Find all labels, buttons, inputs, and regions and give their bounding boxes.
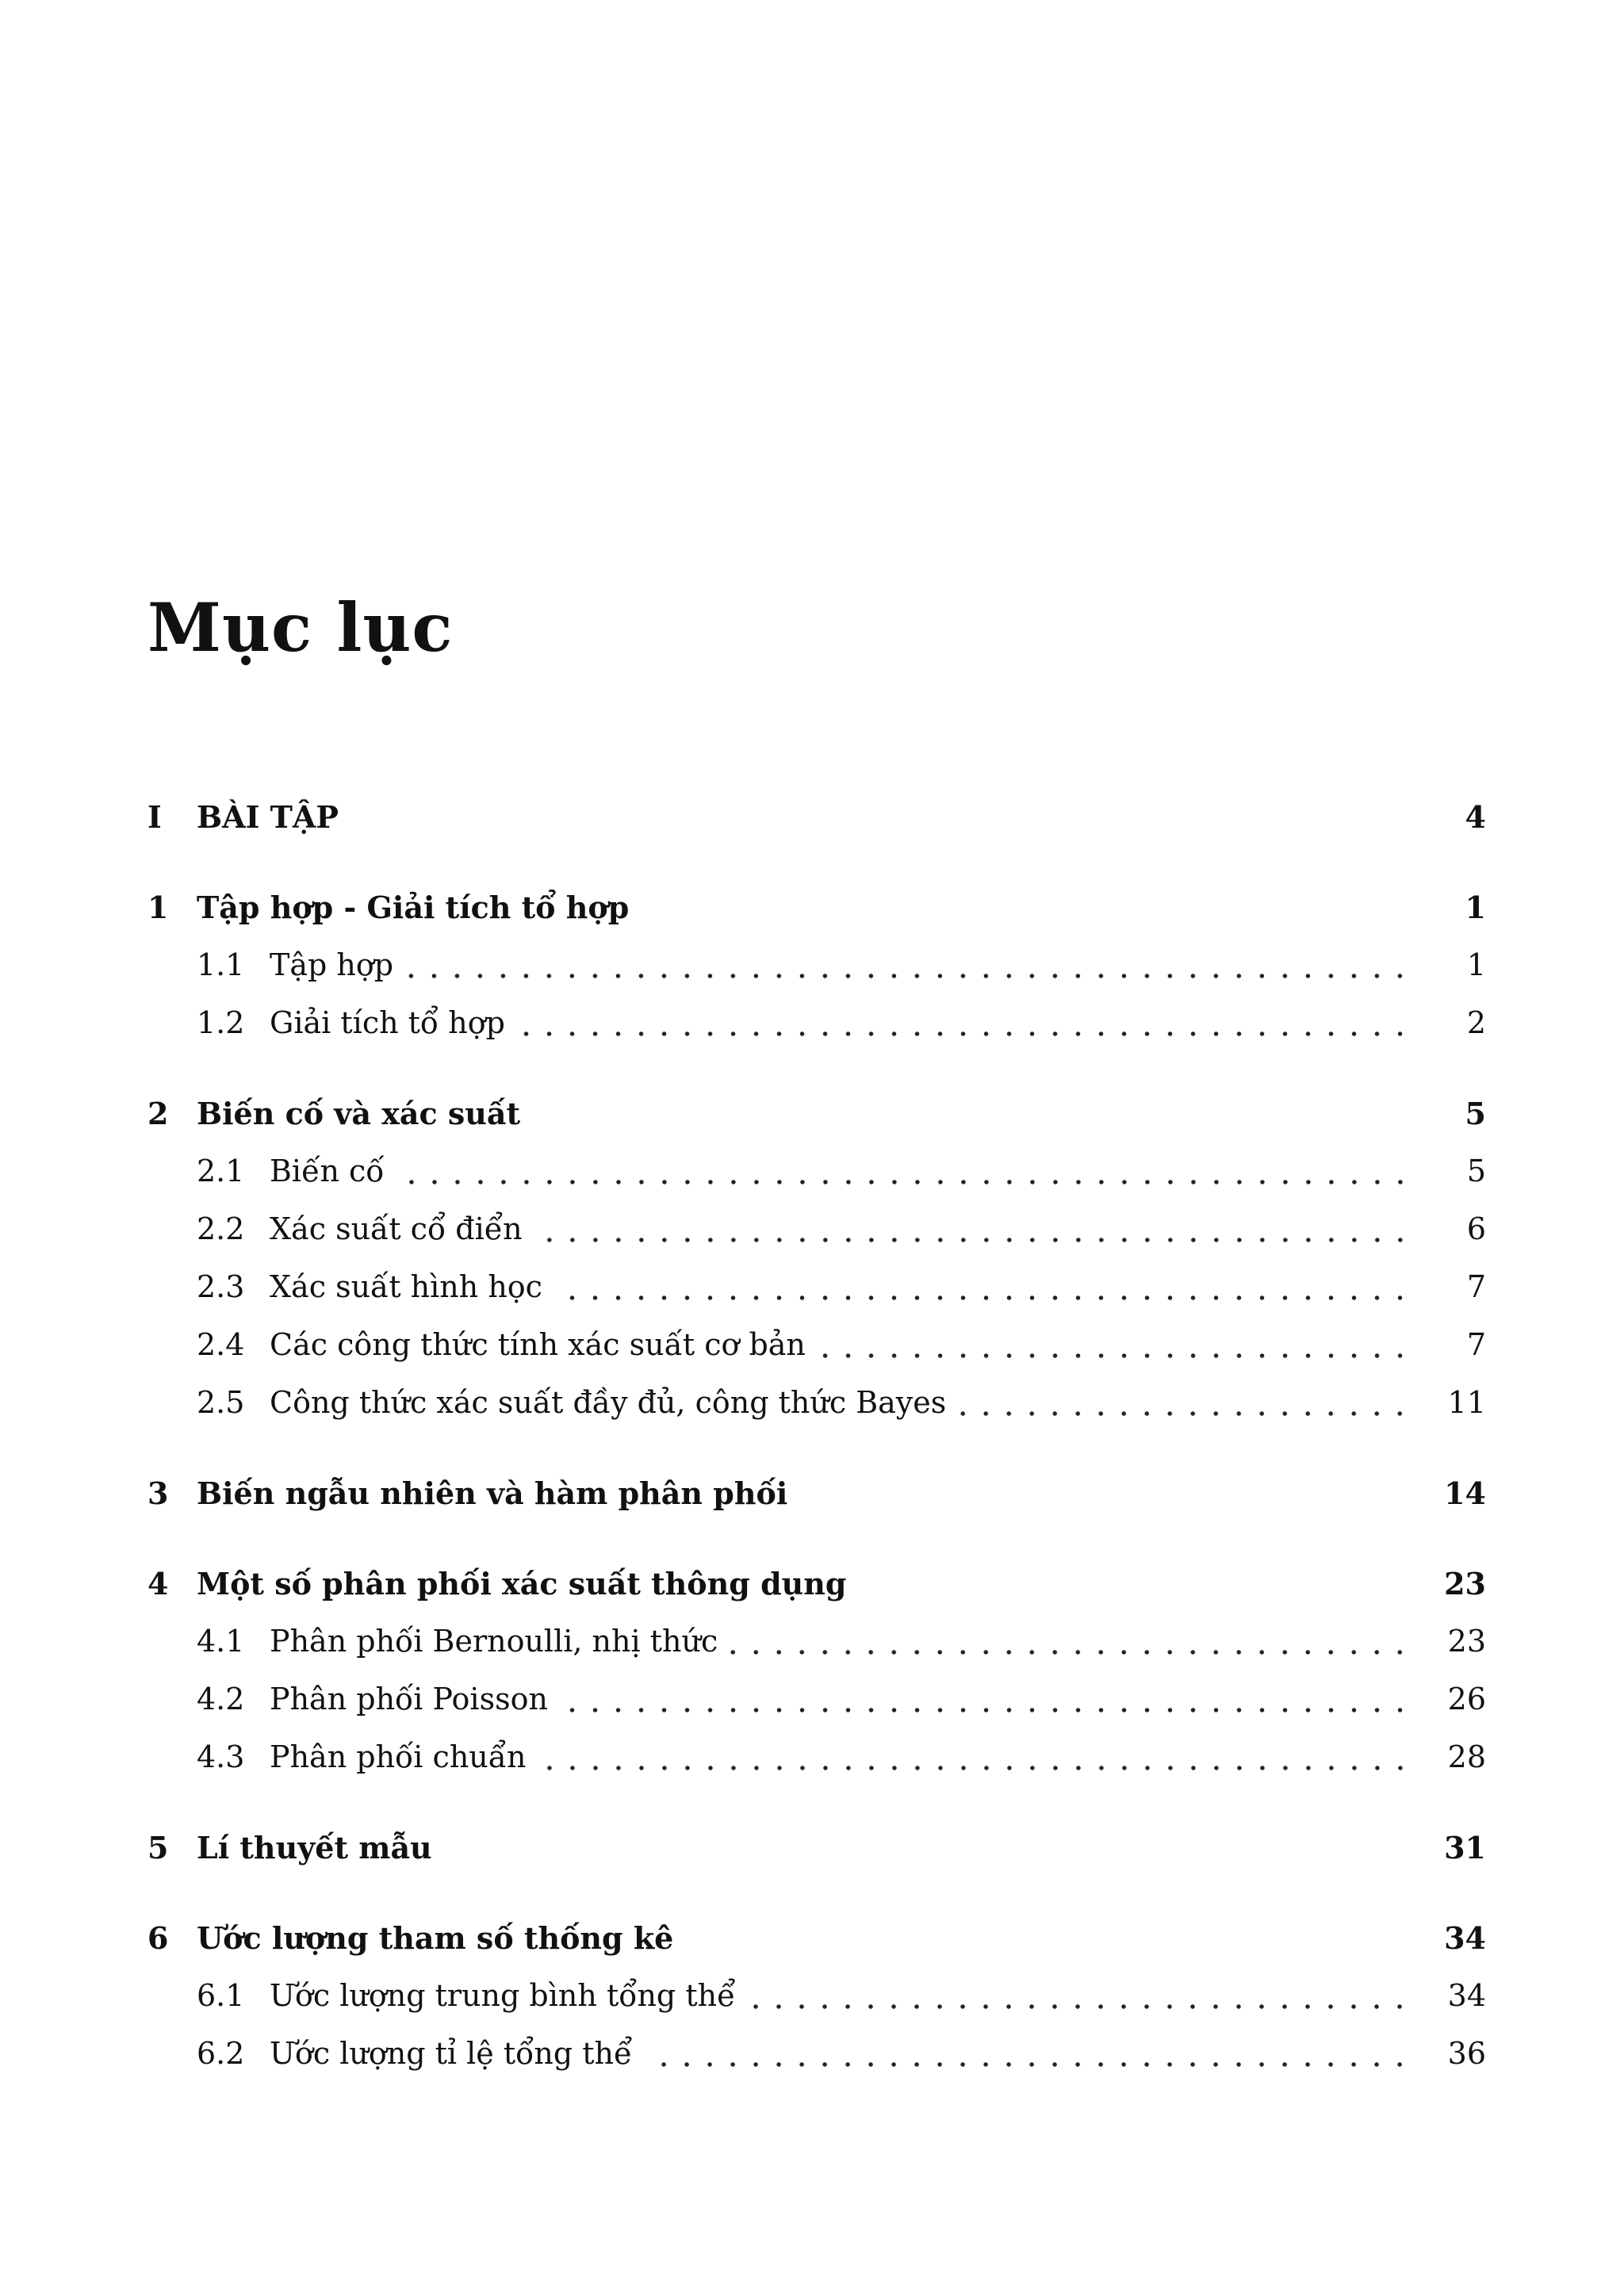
dot-leader bbox=[957, 1379, 1411, 1426]
chapter-page: 34 bbox=[1444, 1919, 1486, 1956]
toc-section[interactable] bbox=[147, 999, 1486, 1047]
toc-chapter[interactable] bbox=[147, 883, 1486, 931]
dot-leader bbox=[729, 1617, 1411, 1665]
section-page: 7 bbox=[1466, 1269, 1486, 1304]
toc-chapter[interactable] bbox=[147, 1559, 1486, 1607]
section-page: 1 bbox=[1466, 947, 1486, 982]
toc-chapter[interactable] bbox=[147, 1469, 1486, 1517]
section-title: Các công thức tính xác suất cơ bản bbox=[270, 1327, 806, 1362]
table-of-contents bbox=[147, 0, 1486, 2296]
chapter-number: 4 bbox=[147, 1565, 169, 1601]
toc-section[interactable] bbox=[147, 1379, 1486, 1426]
dot-leader bbox=[643, 2030, 1411, 2077]
section-number: 1.2 bbox=[197, 1005, 245, 1040]
toc-section[interactable] bbox=[147, 1205, 1486, 1253]
chapter-number: 3 bbox=[147, 1475, 169, 1511]
dot-leader bbox=[538, 1733, 1411, 1781]
page-title: Mục lục bbox=[147, 588, 454, 667]
toc-section[interactable] bbox=[147, 1263, 1486, 1311]
section-page: 11 bbox=[1447, 1385, 1486, 1420]
chapter-page: 1 bbox=[1465, 889, 1486, 925]
chapter-title: Biến ngẫu nhiên và hàm phân phối bbox=[197, 1475, 788, 1511]
section-page: 2 bbox=[1466, 1005, 1486, 1040]
chapter-number: 2 bbox=[147, 1095, 169, 1131]
section-title: Ước lượng trung bình tổng thể bbox=[270, 1978, 736, 2013]
section-title: Giải tích tổ hợp bbox=[270, 1005, 505, 1040]
section-number: 2.1 bbox=[197, 1154, 245, 1188]
chapter-page: 31 bbox=[1444, 1829, 1486, 1866]
section-title: Tập hợp bbox=[270, 947, 394, 982]
toc-section[interactable] bbox=[147, 2030, 1486, 2077]
section-number: 2.5 bbox=[197, 1385, 245, 1420]
section-title: Phân phối chuẩn bbox=[270, 1739, 527, 1774]
section-page: 36 bbox=[1447, 2036, 1486, 2071]
chapter-title: Lí thuyết mẫu bbox=[197, 1829, 432, 1866]
dot-leader bbox=[817, 1321, 1411, 1368]
section-title: Công thức xác suất đầy đủ, công thức Bayes bbox=[270, 1385, 947, 1420]
dot-leader bbox=[396, 1147, 1411, 1195]
section-title: Xác suất hình học bbox=[270, 1269, 542, 1304]
toc-section[interactable] bbox=[147, 1675, 1486, 1723]
chapter-page: 23 bbox=[1444, 1565, 1486, 1601]
section-number: 1.1 bbox=[197, 947, 245, 982]
section-title: Biến cố bbox=[270, 1154, 385, 1188]
toc-chapter[interactable] bbox=[147, 1823, 1486, 1871]
dot-leader bbox=[746, 1972, 1411, 2019]
chapter-title: Biến cố và xác suất bbox=[197, 1095, 521, 1131]
section-page: 7 bbox=[1466, 1327, 1486, 1362]
section-page: 34 bbox=[1447, 1978, 1486, 2013]
toc-chapter[interactable] bbox=[147, 1914, 1486, 1961]
dot-leader bbox=[534, 1205, 1411, 1253]
part-title: BÀI TẬP bbox=[197, 798, 339, 835]
chapter-page: 5 bbox=[1465, 1095, 1486, 1131]
toc-section[interactable] bbox=[147, 1147, 1486, 1195]
toc-section[interactable] bbox=[147, 1733, 1486, 1781]
section-number: 2.2 bbox=[197, 1211, 245, 1246]
toc-chapter[interactable] bbox=[147, 1089, 1486, 1137]
dot-leader bbox=[404, 941, 1411, 989]
part-page: 4 bbox=[1465, 798, 1486, 835]
chapter-title: Ước lượng tham số thống kê bbox=[197, 1919, 674, 1956]
section-number: 2.3 bbox=[197, 1269, 245, 1304]
chapter-number: 6 bbox=[147, 1919, 169, 1956]
dot-leader bbox=[516, 999, 1411, 1047]
chapter-title: Một số phân phối xác suất thông dụng bbox=[197, 1565, 847, 1601]
section-number: 4.2 bbox=[197, 1682, 245, 1716]
section-title: Phân phối Bernoulli, nhị thức bbox=[270, 1624, 718, 1659]
section-page: 23 bbox=[1447, 1624, 1486, 1659]
toc-part[interactable] bbox=[147, 793, 1486, 840]
part-number: I bbox=[147, 798, 162, 835]
dot-leader bbox=[559, 1675, 1411, 1723]
toc-section[interactable] bbox=[147, 941, 1486, 989]
section-page: 28 bbox=[1447, 1739, 1486, 1774]
chapter-title: Tập hợp - Giải tích tổ hợp bbox=[197, 889, 630, 925]
section-page: 5 bbox=[1466, 1154, 1486, 1188]
dot-leader bbox=[553, 1263, 1411, 1311]
chapter-number: 1 bbox=[147, 889, 169, 925]
section-title: Phân phối Poisson bbox=[270, 1682, 548, 1716]
toc-section[interactable] bbox=[147, 1617, 1486, 1665]
section-page: 26 bbox=[1447, 1682, 1486, 1716]
section-number: 2.4 bbox=[197, 1327, 245, 1362]
toc-section[interactable] bbox=[147, 1321, 1486, 1368]
section-title: Xác suất cổ điển bbox=[270, 1211, 523, 1246]
toc-section[interactable] bbox=[147, 1972, 1486, 2019]
section-number: 4.3 bbox=[197, 1739, 245, 1774]
section-number: 6.2 bbox=[197, 2036, 245, 2071]
section-number: 4.1 bbox=[197, 1624, 245, 1659]
chapter-number: 5 bbox=[147, 1829, 169, 1866]
chapter-page: 14 bbox=[1444, 1475, 1486, 1511]
section-title: Ước lượng tỉ lệ tổng thể bbox=[270, 2036, 633, 2071]
section-number: 6.1 bbox=[197, 1978, 245, 2013]
section-page: 6 bbox=[1466, 1211, 1486, 1246]
